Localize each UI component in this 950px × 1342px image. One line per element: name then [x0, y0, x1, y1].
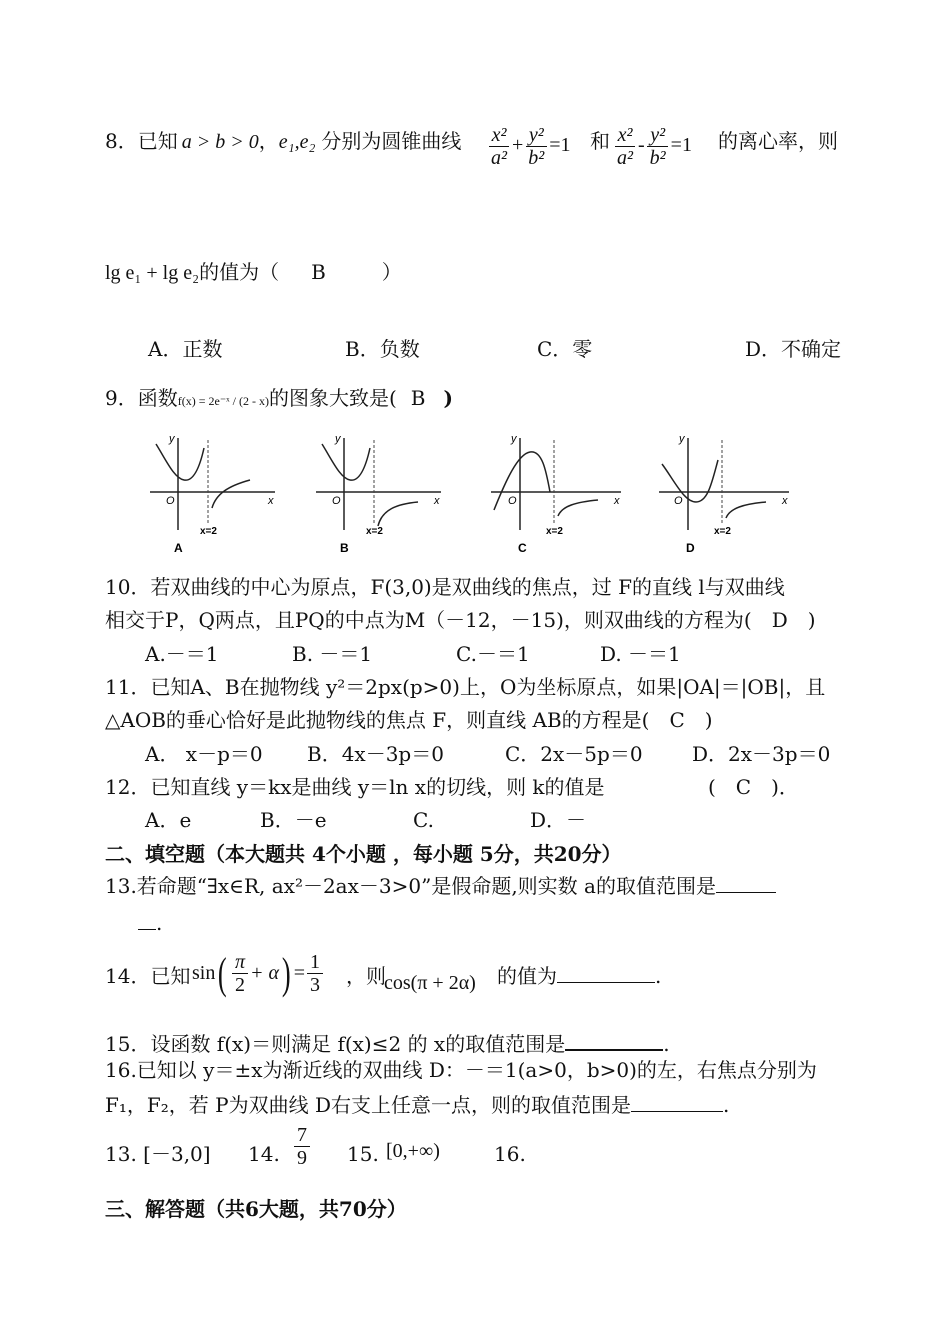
plus-sign: + [512, 134, 524, 157]
curve-left [156, 444, 204, 480]
q13-blank-part2 [138, 911, 156, 930]
q10-line1: 10．若双曲线的中心为原点，F(3,0)是双曲线的焦点，过 F的直线 l与双曲线 [105, 575, 785, 599]
answer-13: 13. [－3,0] [105, 1142, 211, 1166]
q12-option-d: D．－ [530, 808, 587, 832]
q15-end: . [663, 1032, 670, 1056]
q8-line2 [105, 259, 402, 286]
q13-line1 [105, 873, 776, 899]
equals-one: =1 [549, 134, 571, 157]
q10-option-a: A.－＝1 [145, 642, 219, 666]
frac-y2-b2 [525, 124, 547, 169]
section2-heading: 二、填空题（本大题共 4个小题 ，每小题 5分，共20分） [105, 842, 622, 866]
graph-label-b: B [340, 541, 349, 555]
frac-den: b² [649, 147, 666, 169]
frac-x2-a2 [488, 124, 510, 169]
q11-line2: △AOB的垂心恰好是此抛物线的焦点 F，则直线 AB的方程是( C ) [105, 708, 713, 732]
q16-line1: 16.已知以 y＝±x为渐近线的双曲线 D：－＝1(a>0，b>0)的左，右焦点分别为 [105, 1058, 817, 1082]
frac-x2-a2 [614, 124, 636, 169]
q8-option-c: C．零 [537, 337, 593, 361]
q16-line2 [105, 1092, 729, 1118]
q8-text2: 的离心率，则 [718, 129, 838, 153]
curve-left [322, 444, 370, 480]
q8-option-b: B．负数 [345, 337, 420, 361]
frac-num: π [232, 951, 248, 974]
graph-label-a: A [174, 541, 183, 555]
curve-right [378, 502, 418, 526]
q12-answer: ( C )． [708, 775, 799, 799]
q14-rest [497, 963, 661, 989]
frac-den: b² [528, 147, 545, 169]
frac-den: a² [491, 147, 507, 169]
frac-den: 9 [297, 1147, 307, 1169]
q8-hyperbola-equation [612, 124, 692, 169]
axis-y-label: y [335, 433, 341, 445]
answer-16: 16. [494, 1142, 526, 1166]
q11-option-c: C．2x－5p＝0 [505, 742, 643, 766]
q10-line2: 相交于P，Q两点，且PQ的中点为M（－12，－15)，则双曲线的方程为( D ) [105, 608, 816, 632]
q8-and: 和 [590, 129, 610, 153]
answer-15-label: 15. [347, 1142, 379, 1166]
q12-line1: 12．已知直线 y＝kx是曲线 y＝ln x的切线，则 k的值是 [105, 775, 605, 799]
curve-left [494, 452, 550, 510]
frac-num: 7 [294, 1124, 310, 1147]
q13-end: . [156, 911, 163, 935]
q14-end: . [655, 964, 662, 988]
q8-option-a: A．正数 [148, 337, 223, 361]
q14-blank [557, 964, 655, 983]
q10-option-b: B. －＝1 [292, 642, 373, 666]
q8-option-d: D．不确定 [745, 337, 842, 361]
q9-answer: B [410, 386, 426, 410]
frac-num: y² [526, 124, 547, 147]
frac-pi-2 [232, 951, 248, 996]
answer-15: [0,+∞) [386, 1140, 440, 1162]
q10-option-c: C.－＝1 [456, 642, 530, 666]
q14-sin: sin [192, 962, 216, 984]
equals-one: =1 [670, 134, 692, 157]
q16-blank [631, 1093, 723, 1112]
axis-x-label: x [614, 495, 620, 507]
q15-blank [565, 1031, 663, 1051]
q14-line [105, 963, 190, 989]
q11-line1: 11．已知A、B在抛物线 y²＝2px(p>0)上，O为坐标原点，如果|OA|＝|OB|，且 [105, 675, 826, 699]
frac-y2-b2 [647, 124, 669, 169]
curve-right [726, 502, 766, 518]
q8-condition: a > b > 0 [181, 131, 259, 153]
q12-option-c: C. [413, 808, 434, 832]
q11-option-d: D．2x－3p＝0 [692, 742, 831, 766]
origin-label: O [332, 495, 341, 507]
axis-x-label: x [434, 495, 440, 507]
q14-plus-alpha: + α [250, 962, 280, 984]
frac-den: 2 [235, 974, 246, 996]
q8-answer: B [311, 260, 326, 284]
right-paren: ) [281, 949, 291, 998]
q10-option-d: D. －＝1 [600, 642, 681, 666]
q11-option-b: B．4x－3p＝0 [307, 742, 444, 766]
graph-label-c: C [518, 541, 527, 555]
origin-label: O [166, 495, 175, 507]
q14-equation [192, 948, 325, 999]
q13-blank-part1 [716, 874, 776, 893]
answer-14-label: 14. [248, 1142, 280, 1166]
asymptote-label: x=2 [546, 526, 563, 537]
axis-y-label: y [679, 433, 685, 445]
q13-text: 13.若命题“∃x∈R, ax²－2ax－3>0”是假命题,则实数 a的取值范围是 [105, 874, 716, 898]
graph-c [491, 433, 621, 555]
axis-y-label: y [511, 433, 517, 445]
q9-function: f(x) = 2e⁻ˣ / (2 - x) [177, 394, 269, 408]
graph-a [150, 433, 275, 555]
q9-graphs [140, 430, 800, 560]
q8-text3: 的值为（ [199, 260, 280, 284]
frac-den: a² [617, 147, 633, 169]
q15-line [105, 1031, 670, 1057]
q9-number: 9．函数 [105, 386, 178, 410]
axis-x-label: x [268, 495, 274, 507]
q9-close: ) [443, 386, 453, 410]
graph-b [316, 433, 441, 555]
q9-line [105, 385, 453, 414]
asymptote-label: x=2 [714, 526, 731, 537]
frac-den: 3 [309, 974, 320, 996]
q8-ellipse-equation [486, 124, 571, 169]
q12-option-b: B．－e [260, 808, 327, 832]
q11-option-a: A． x－p＝0 [145, 742, 263, 766]
q8-line1 [105, 128, 461, 155]
q12-option-a: A．e [145, 808, 192, 832]
q14-text: 的值为 [497, 964, 557, 988]
q8-close: ） [381, 260, 402, 284]
frac-num: x² [489, 124, 510, 147]
graph-d [659, 433, 789, 555]
section3-heading: 三、解答题（共6大题，共70分） [105, 1197, 407, 1221]
q16-end: . [723, 1093, 730, 1117]
q9-text: 的图象大致是( [268, 386, 397, 410]
minus-sign: - [638, 134, 645, 157]
frac-num: x² [615, 124, 636, 147]
q14-number: 14．已知 [105, 964, 191, 988]
curve-right [212, 480, 250, 508]
curve-right [558, 500, 598, 516]
q13-line2 [138, 910, 162, 936]
axis-y-label: y [169, 433, 175, 445]
frac-num: y² [647, 124, 668, 147]
q15-text: 15．设函数 f(x)＝则满足 f(x)≤2 的 x的取值范围是 [105, 1032, 566, 1056]
q14-cos: cos(π + 2α) [384, 972, 476, 994]
left-paren: ( [218, 949, 228, 998]
origin-label: O [674, 495, 683, 507]
frac-num: 1 [307, 951, 323, 974]
q16-text: F₁，F₂，若 P为双曲线 D右支上任意一点，则的取值范围是 [105, 1093, 631, 1117]
asymptote-label: x=2 [200, 526, 217, 537]
frac-1-3 [307, 951, 323, 996]
curve-left [662, 460, 718, 502]
q8-vars: e₁,e₂ [278, 131, 316, 153]
asymptote-label: x=2 [366, 526, 383, 537]
q8-number: 8．已知 [105, 129, 178, 153]
q8-expression: lg e₁ + lg e₂ [105, 262, 200, 284]
answer-14-fraction [292, 1124, 312, 1169]
graph-label-d: D [686, 541, 695, 555]
q14-then: ，则 [346, 964, 386, 988]
q14-equals: = [293, 962, 305, 984]
frac-7-9 [294, 1124, 310, 1169]
axis-x-label: x [782, 495, 788, 507]
q8-comma: ， [258, 129, 279, 153]
origin-label: O [508, 495, 517, 507]
q8-text1: 分别为圆锥曲线 [321, 129, 462, 153]
